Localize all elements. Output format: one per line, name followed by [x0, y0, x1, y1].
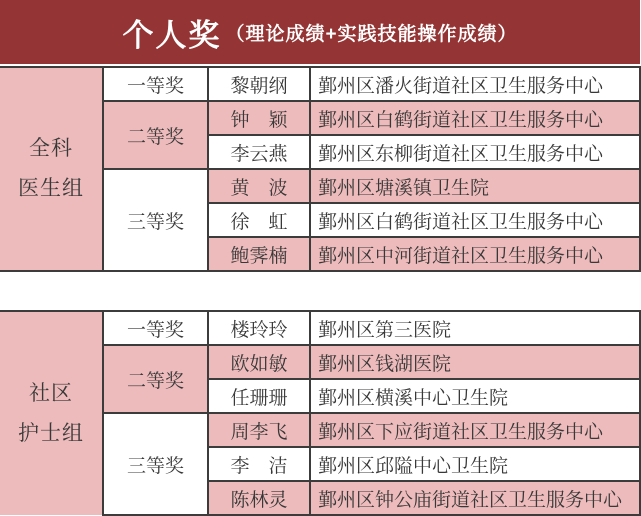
winner-org-cell: 鄞州区下应街道社区卫生服务中心: [310, 413, 640, 447]
prize-cell: 三等奖: [103, 413, 208, 515]
winner-name-cell: 徐 虹: [208, 203, 310, 237]
winner-name-cell: 黄 波: [208, 169, 310, 203]
page-title: 个人奖: [122, 17, 222, 53]
prize-cell: 一等奖: [103, 67, 208, 101]
prize-cell: 二等奖: [103, 345, 208, 413]
winner-org-cell: 鄞州区潘火街道社区卫生服务中心: [310, 67, 640, 101]
winner-org-cell: 鄞州区中河街道社区卫生服务中心: [310, 237, 640, 271]
group-name-line: 社区: [29, 381, 73, 405]
gp-doctor-group-table: [0, 66, 641, 272]
winner-name-cell: 李云燕: [208, 135, 310, 169]
winner-name-cell: 李 洁: [208, 447, 310, 481]
community-nurse-group-table: [0, 310, 641, 516]
winner-org-cell: 鄞州区白鹤街道社区卫生服务中心: [310, 101, 640, 135]
winner-org-cell: 鄞州区白鹤街道社区卫生服务中心: [310, 203, 640, 237]
table-gap: [0, 272, 640, 308]
header-banner: [0, 0, 640, 64]
winner-name-cell: 欧如敏: [208, 345, 310, 379]
group-name-line: 护士组: [18, 421, 84, 445]
group-name-line: 医生组: [18, 177, 84, 200]
prize-cell: 三等奖: [103, 169, 208, 271]
winner-name-cell: 任珊珊: [208, 379, 310, 413]
winner-name-cell: 鲍霁楠: [208, 237, 310, 271]
group-cell: [0, 67, 103, 271]
winner-org-cell: 鄞州区塘溪镇卫生院: [310, 169, 640, 203]
winner-org-cell: 鄞州区邱隘中心卫生院: [310, 447, 640, 481]
winner-name-cell: 钟 颖: [208, 101, 310, 135]
table-row: [0, 311, 640, 345]
prize-cell: 一等奖: [103, 311, 208, 345]
winner-org-cell: 鄞州区第三医院: [310, 311, 640, 345]
table-row: [0, 67, 640, 101]
group-name-line: 全科: [29, 137, 73, 160]
winner-org-cell: 鄞州区横溪中心卫生院: [310, 379, 640, 413]
winner-org-cell: 鄞州区钱湖医院: [310, 345, 640, 379]
group-cell: [0, 311, 103, 515]
winner-org-cell: 鄞州区钟公庙街道社区卫生服务中心: [310, 481, 640, 515]
winner-name-cell: 楼玲玲: [208, 311, 310, 345]
page-subtitle: （理论成绩+实践技能操作成绩）: [225, 23, 518, 45]
winner-name-cell: 周李飞: [208, 413, 310, 447]
winner-org-cell: 鄞州区东柳街道社区卫生服务中心: [310, 135, 640, 169]
winner-name-cell: 黎朝纲: [208, 67, 310, 101]
prize-cell: 二等奖: [103, 101, 208, 169]
winner-name-cell: 陈林灵: [208, 481, 310, 515]
